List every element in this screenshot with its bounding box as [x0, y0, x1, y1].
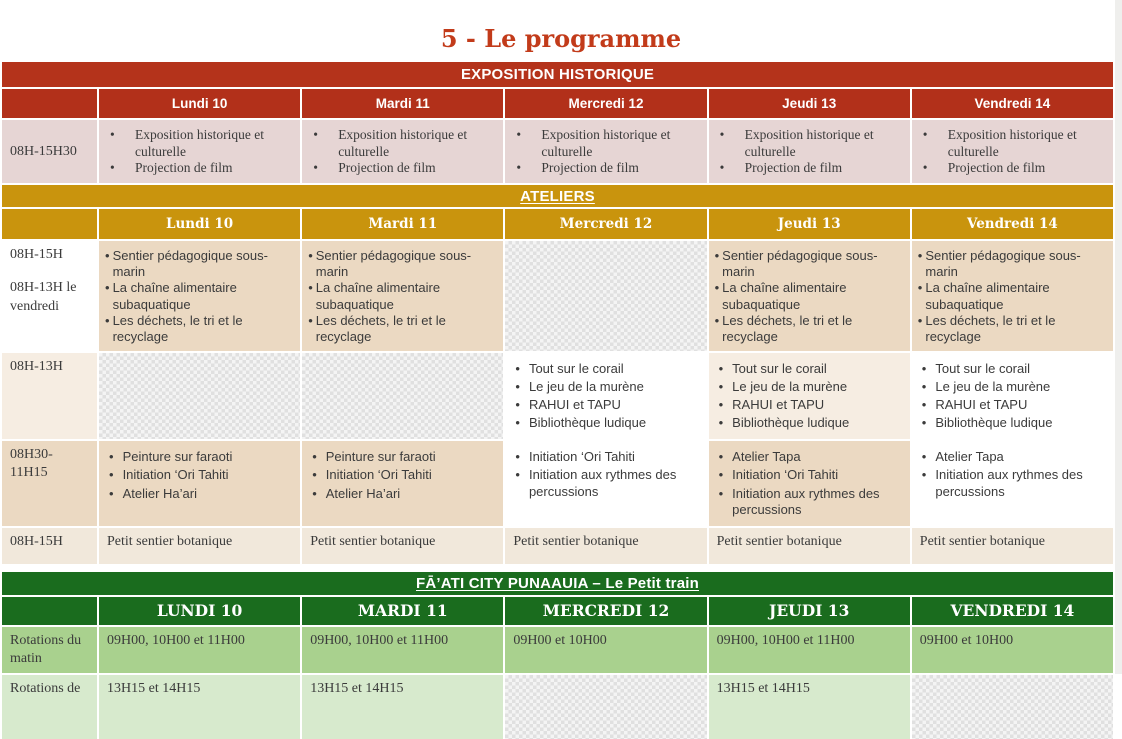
exposition-day-corner	[2, 89, 97, 118]
ateliers-row-2-cell-1-bullet-item: • Peinture sur faraoti	[312, 449, 436, 465]
exposition-row-0-cell-4	[912, 120, 1113, 183]
exposition-row-0-cell-2-bullet-item: • Exposition historique et culturelle	[516, 127, 671, 159]
exposition-row-0-cell-1-bullet-item: • Exposition historique et culturelle	[313, 127, 468, 159]
exposition-row-0-cell-2	[505, 120, 706, 183]
exposition-row-0-cell-0	[99, 120, 300, 183]
train-day-corner	[2, 597, 97, 625]
train-row-1-cell-1: 13H15 et 14H15	[302, 675, 503, 739]
ateliers-row-0-cell-0-bullet-item: • Les déchets, le tri et le recyclage	[105, 312, 243, 344]
ateliers-title: ATELIERS	[520, 187, 595, 205]
ateliers-row-1-cell-4-bullet-item: • RAHUI et TAPU	[921, 397, 1028, 413]
train-row-1-time: Rotations de	[2, 675, 97, 739]
ateliers-row-0-cell-3-bullet-item: • Les déchets, le tri et le recyclage	[714, 312, 853, 344]
exposition-row-0-cell-2-bullet-item: • Projection de film	[516, 160, 639, 176]
ateliers-row-0-cell-1-bullet-item: • La chaîne alimentaire subaquatique	[308, 280, 441, 312]
ateliers-row-1-cell-3	[709, 353, 910, 439]
ateliers-row-2-cell-3-bullet-item: • Atelier Tapa	[718, 449, 801, 465]
ateliers-row-2-cell-1-bullet-item: • Atelier Ha’ari	[312, 485, 401, 501]
train-row-1	[2, 675, 1113, 739]
train-row-0-cell-4: 09H00 et 10H00	[912, 627, 1113, 673]
ateliers-row-2-cell-3-bullet-item: • Initiation ‘Ori Tahiti	[718, 467, 839, 483]
ateliers-row-1-cell-4-bullet-item: • Le jeu de la murène	[921, 378, 1051, 394]
ateliers-row-1-cell-1-empty	[302, 353, 503, 439]
ateliers-row-1-cell-4-bullet-item: • Tout sur le corail	[921, 360, 1031, 376]
ateliers-row-1-cell-2-bullet-item: • RAHUI et TAPU	[515, 397, 621, 413]
ateliers-row-3-time: 08H-15H	[2, 528, 97, 564]
ateliers-row-3-cell-3: Petit sentier botanique	[709, 528, 910, 564]
exposition-day-row	[2, 89, 1113, 118]
ateliers-row-2-cell-4-bullet-item: • Initiation aux rythmes des percussions	[921, 467, 1083, 499]
ateliers-row-1-cell-3-bullet-item: • RAHUI et TAPU	[718, 397, 825, 413]
train-row-1-cell-2-empty	[505, 675, 706, 739]
exposition-row-0-cell-0-bullet-item: • Projection de film	[110, 160, 233, 176]
exposition-row-0-cell-4-bullet-item: • Projection de film	[922, 160, 1046, 176]
ateliers-row-1-cell-2-bullet-item: • Tout sur le corail	[515, 360, 624, 376]
ateliers-row-0-cell-4-bullet-item: • Sentier pédagogique sous-marin	[917, 248, 1081, 280]
ateliers-row-1-cell-2-bullet-item: • Bibliothèque ludique	[515, 415, 647, 431]
ateliers-row-1-cell-3-bullet-item: • Bibliothèque ludique	[718, 415, 850, 431]
ateliers-row-0-cell-2-empty	[505, 241, 706, 351]
ateliers-row-0-time: 08H-15H 08H-13H le vendredi	[2, 241, 97, 351]
ateliers-row-2-time: 08H30- 11H15	[2, 441, 97, 525]
train-day-header-lundi-10: LUNDI 10	[99, 597, 300, 625]
train-row-0-cell-2: 09H00 et 10H00	[505, 627, 706, 673]
exposition-row-0-cell-3	[709, 120, 910, 183]
exposition-day-header-jeudi-13: Jeudi 13	[709, 89, 910, 118]
ateliers-row-2-cell-0-bullet-item: • Atelier Ha’ari	[109, 485, 197, 501]
exposition-day-header-mercredi-12: Mercredi 12	[505, 89, 706, 118]
schedule-tables	[2, 62, 1113, 739]
ateliers-row-0-cell-0-bullet-item: • Sentier pédagogique sous-marin	[105, 248, 268, 280]
ateliers-row-1-cell-2	[505, 353, 706, 439]
exposition-row-0-cell-0-bullet-item: • Exposition historique et culturelle	[110, 127, 264, 159]
ateliers-title-bar	[2, 185, 1113, 207]
train-day-header-mercredi-12: MERCREDI 12	[505, 597, 706, 625]
ateliers-row-0-cell-4-bullet-item: • Les déchets, le tri et le recyclage	[917, 312, 1056, 344]
exposition-day-header-mardi-11: Mardi 11	[302, 89, 503, 118]
exposition-row-0-cell-4-bullet-item: • Exposition historique et culturelle	[922, 127, 1077, 159]
train-row-0	[2, 627, 1113, 673]
exposition-title: EXPOSITION HISTORIQUE	[460, 66, 655, 83]
train-row-1-cell-4-empty	[912, 675, 1113, 739]
ateliers-row-2-cell-3-bullet-item: • Initiation aux rythmes des percussions	[718, 485, 880, 517]
ateliers-row-1-cell-4-bullet-item: • Bibliothèque ludique	[921, 415, 1053, 431]
ateliers-row-1-cell-3-bullet-item: • Le jeu de la murène	[718, 378, 848, 394]
exposition-row-0-time: 08H-15H30	[2, 120, 97, 183]
ateliers-row-2-cell-0-bullet-item: • Peinture sur faraoti	[109, 449, 233, 465]
exposition-row-0	[2, 120, 1113, 183]
ateliers-row-3	[2, 528, 1113, 564]
ateliers-row-2-cell-2-bullet-item: • Initiation aux rythmes des percussions	[515, 467, 677, 499]
ateliers-row-2-cell-4-bullet-item: • Atelier Tapa	[921, 449, 1004, 465]
ateliers-row-2	[2, 441, 1113, 525]
ateliers-row-2-cell-1	[302, 441, 503, 525]
exposition-row-0-cell-3-bullet-item: • Projection de film	[719, 160, 843, 176]
ateliers-day-corner	[2, 209, 97, 239]
ateliers-row-0-cell-3-bullet-item: • La chaîne alimentaire subaquatique	[714, 280, 847, 312]
ateliers-row-1-cell-3-bullet-item: • Tout sur le corail	[718, 360, 827, 376]
exposition-row-0-cell-1	[302, 120, 503, 183]
ateliers-day-header-lundi-10: Lundi 10	[99, 209, 300, 239]
ateliers-row-1-cell-2-bullet-item: • Le jeu de la murène	[515, 378, 644, 394]
ateliers-row-0-cell-4-bullet-item: • La chaîne alimentaire subaquatique	[917, 280, 1050, 312]
train-row-1-cell-0: 13H15 et 14H15	[99, 675, 300, 739]
ateliers-row-0-cell-3-bullet-item: • Sentier pédagogique sous-marin	[714, 248, 878, 280]
train-row-0-cell-1: 09H00, 10H00 et 11H00	[302, 627, 503, 673]
ateliers-row-2-cell-0-bullet-item: • Initiation ‘Ori Tahiti	[109, 467, 229, 483]
train-row-0-cell-3: 09H00, 10H00 et 11H00	[709, 627, 910, 673]
ateliers-row-2-cell-0	[99, 441, 300, 525]
train-day-header-mardi-11: MARDI 11	[302, 597, 503, 625]
slide-right-edge	[1115, 0, 1122, 674]
exposition-day-header-vendredi-14: Vendredi 14	[912, 89, 1113, 118]
ateliers-day-header-vendredi-14: Vendredi 14	[912, 209, 1113, 239]
ateliers-row-3-cell-0: Petit sentier botanique	[99, 528, 300, 564]
ateliers-row-1-cell-0-empty	[99, 353, 300, 439]
ateliers-row-0-cell-4	[912, 241, 1113, 351]
ateliers-row-0-cell-3	[709, 241, 910, 351]
ateliers-row-0-cell-0	[99, 241, 300, 351]
train-title-bar	[2, 572, 1113, 595]
ateliers-row-0-cell-0-bullet-item: • La chaîne alimentaire subaquatique	[105, 280, 237, 312]
ateliers-day-row	[2, 209, 1113, 239]
ateliers-row-0-cell-1-bullet-item: • Sentier pédagogique sous-marin	[308, 248, 472, 280]
ateliers-row-0	[2, 241, 1113, 351]
exposition-row-0-cell-1-bullet-item: • Projection de film	[313, 160, 436, 176]
ateliers-row-2-cell-2	[505, 441, 706, 525]
train-row-0-cell-0: 09H00, 10H00 et 11H00	[99, 627, 300, 673]
ateliers-row-2-cell-2-bullet-item: • Initiation ‘Ori Tahiti	[515, 449, 635, 465]
ateliers-row-0-cell-1	[302, 241, 503, 351]
ateliers-row-1-time: 08H-13H	[2, 353, 97, 439]
exposition-day-header-lundi-10: Lundi 10	[99, 89, 300, 118]
ateliers-row-2-cell-3	[709, 441, 910, 525]
ateliers-row-3-cell-4: Petit sentier botanique	[912, 528, 1113, 564]
train-title: FĀ’ATI CITY PUNAAUIA – Le Petit train	[416, 574, 699, 592]
train-day-row	[2, 597, 1113, 625]
ateliers-day-header-jeudi-13: Jeudi 13	[709, 209, 910, 239]
ateliers-row-1	[2, 353, 1113, 439]
ateliers-row-0-cell-1-bullet-item: • Les déchets, le tri et le recyclage	[308, 312, 446, 344]
ateliers-row-2-cell-4	[912, 441, 1113, 525]
train-day-header-jeudi-13: JEUDI 13	[709, 597, 910, 625]
train-row-0-time: Rotations du matin	[2, 627, 97, 673]
exposition-title-bar	[2, 62, 1113, 87]
exposition-row-0-cell-3-bullet-item: • Exposition historique et culturelle	[719, 127, 874, 159]
ateliers-row-2-cell-1-bullet-item: • Initiation ‘Ori Tahiti	[312, 467, 432, 483]
train-gap	[2, 564, 1113, 570]
ateliers-row-1-cell-4	[912, 353, 1113, 439]
ateliers-day-header-mercredi-12: Mercredi 12	[505, 209, 706, 239]
ateliers-day-header-mardi-11: Mardi 11	[302, 209, 503, 239]
ateliers-row-3-cell-2: Petit sentier botanique	[505, 528, 706, 564]
train-day-header-vendredi-14: VENDREDI 14	[912, 597, 1113, 625]
ateliers-row-3-cell-1: Petit sentier botanique	[302, 528, 503, 564]
page-title: 5 - Le programme	[440, 24, 682, 53]
train-row-1-cell-3: 13H15 et 14H15	[709, 675, 910, 739]
